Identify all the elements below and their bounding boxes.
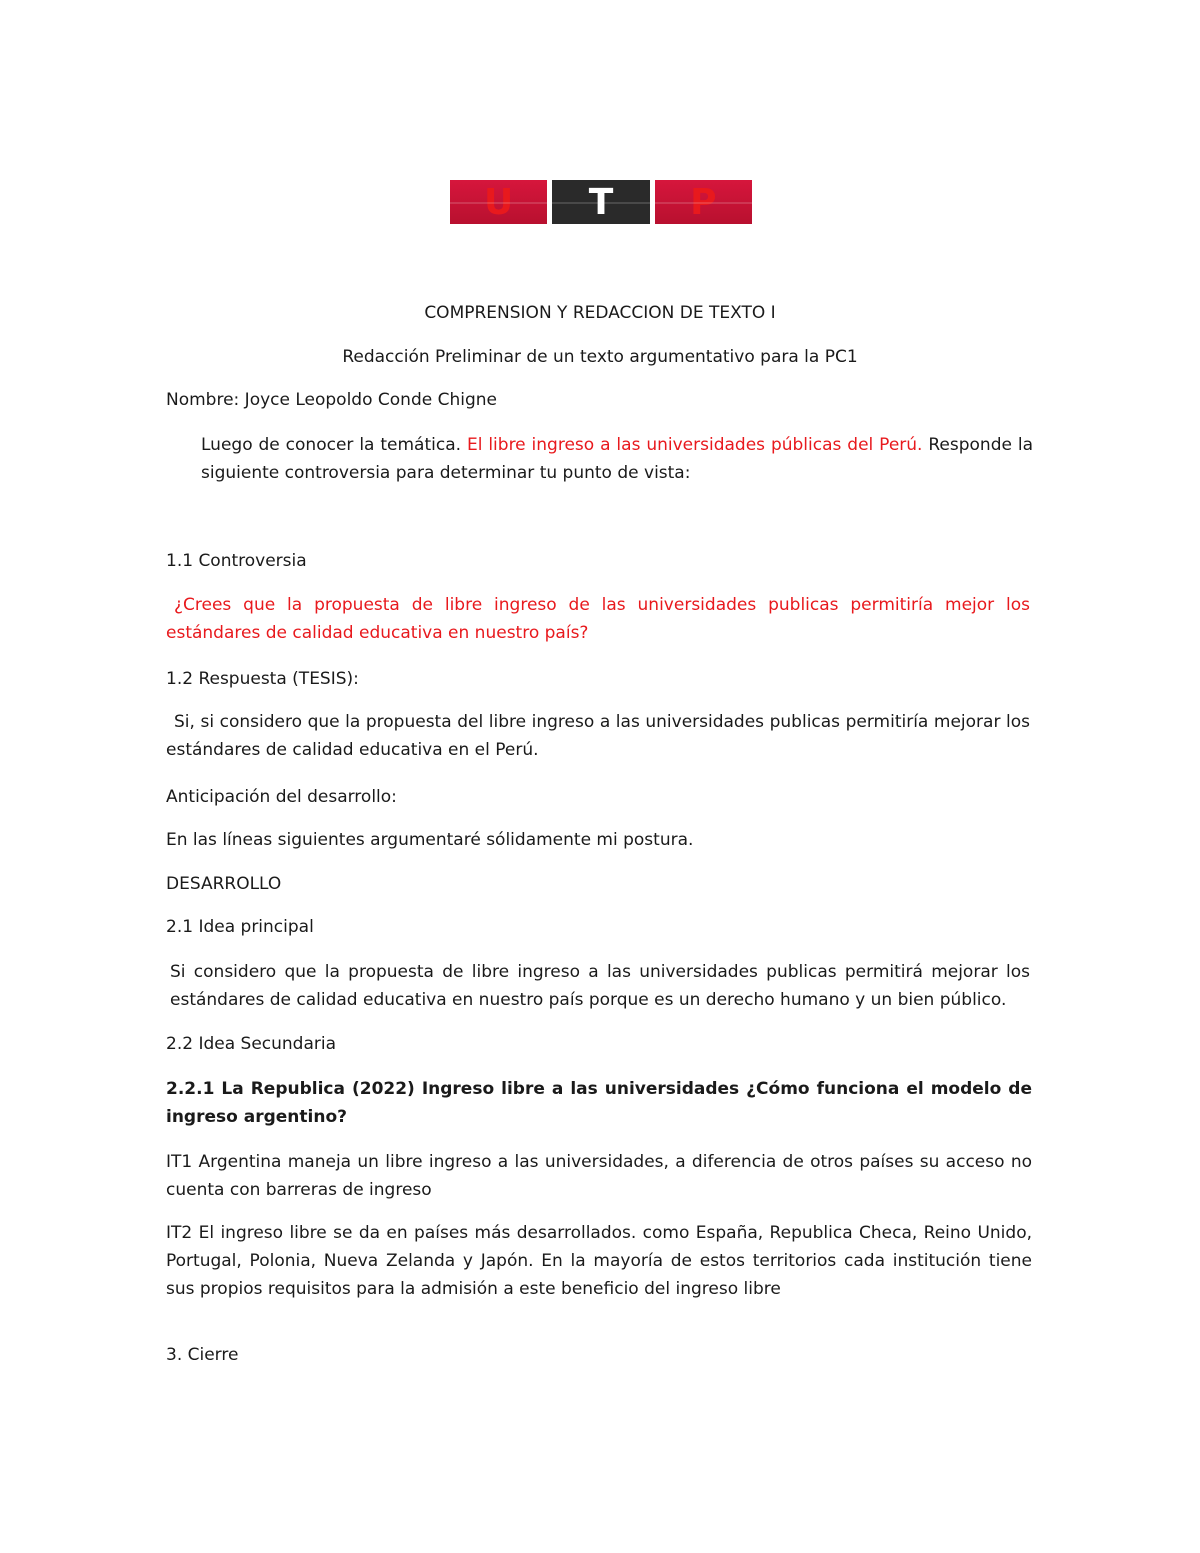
anticipation-text: En las líneas siguientes argumentaré sólidamente mi postura. — [166, 830, 694, 850]
utp-logo — [450, 180, 752, 224]
logo-letter-u: U — [450, 180, 547, 224]
intro-part1: Luego de conocer la temática. — [201, 435, 467, 455]
closing-heading: 3. Cierre — [166, 1345, 239, 1365]
student-name: Nombre: Joyce Leopoldo Conde Chigne — [166, 390, 497, 410]
main-idea-heading: 2.1 Idea principal — [166, 917, 314, 937]
intro-topic: El libre ingreso a las universidades públicas del Perú. — [466, 435, 923, 455]
response-text: Si, si considero que la propuesta del libre ingreso a las universidades publicas permitiría mejorar los estándares de calidad educativa en el Perú. — [166, 712, 1030, 760]
course-title: COMPRENSION Y REDACCION DE TEXTO I — [424, 303, 776, 323]
controversy-heading: 1.1 Controversia — [166, 551, 307, 571]
intro-part2: Responde la siguiente controversia para determinar tu punto de vista: — [201, 435, 1034, 483]
secondary-idea-heading: 2.2 Idea Secundaria — [166, 1034, 337, 1054]
it1-paragraph: IT1 Argentina maneja un libre ingreso a las universidades, a diferencia de otros países su acceso no cuenta con barreras de ingreso — [166, 1152, 1032, 1200]
development-heading: DESARROLLO — [166, 874, 282, 894]
controversy-question: ¿Crees que la propuesta de libre ingreso de las universidades publicas permitiría mejor los estándares de calidad educativa en nuestro país? — [166, 595, 1030, 643]
intro-paragraph — [201, 431, 1033, 487]
logo-letter-t: T — [552, 180, 649, 224]
document-subtitle: Redacción Preliminar de un texto argumentativo para la PC1 — [342, 347, 858, 367]
main-idea-text: Si considero que la propuesta de libre ingreso a las universidades publicas permitirá mejorar los estándares de calidad educativa en nuestro país porque es un derecho humano y un bien público. — [170, 962, 1030, 1010]
logo-letter-p: P — [655, 180, 752, 224]
source-reference: 2.2.1 La Republica (2022) Ingreso libre a las universidades ¿Cómo funciona el modelo de ingreso argentino? — [166, 1079, 1032, 1127]
it2-paragraph: IT2 El ingreso libre se da en países más desarrollados. como España, Republica Checa, Reino Unido, Portugal, Polonia, Nueva Zelanda y Japón. En la mayoría de estos territorios cada institución tiene sus propios requisitos para la admisión a este beneficio del ingreso libre — [166, 1223, 1032, 1299]
response-heading: 1.2 Respuesta (TESIS): — [166, 669, 359, 689]
anticipation-heading: Anticipación del desarrollo: — [166, 787, 397, 807]
